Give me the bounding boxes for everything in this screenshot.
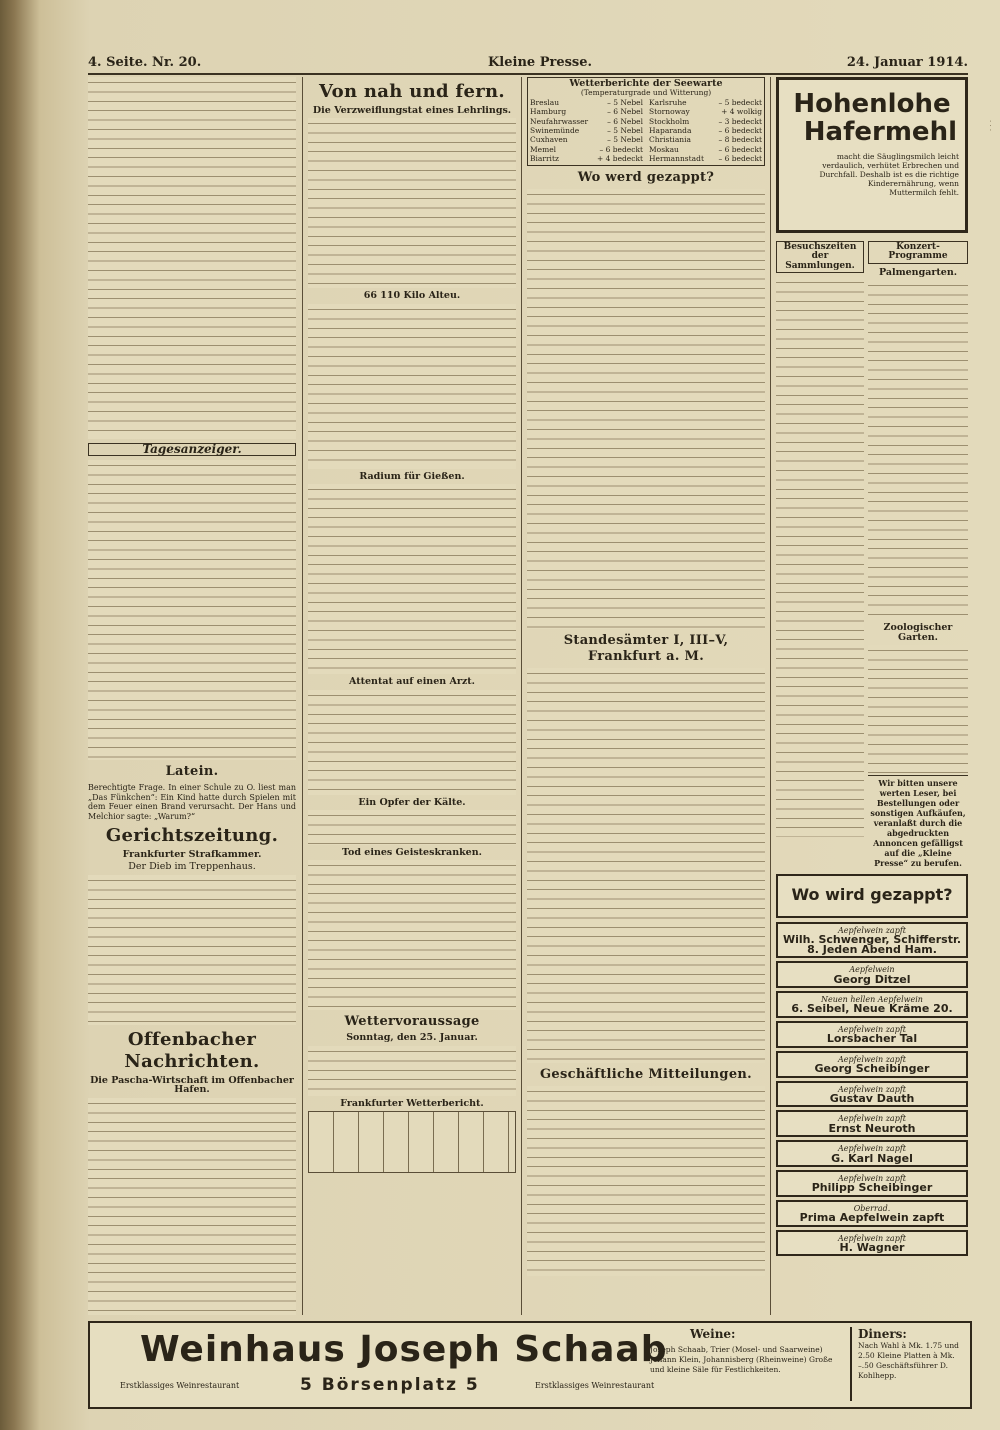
seewarte-row	[649, 135, 762, 144]
apfelwein-ad-name: Georg Scheibinger	[814, 1062, 930, 1076]
seewarte-reading: – 3 bedeckt	[718, 116, 762, 126]
article-text	[88, 77, 296, 439]
apfelwein-ad-top: Aepfelwein zapft	[837, 1233, 906, 1243]
article-title: Radium für Gießen.	[359, 470, 465, 482]
seewarte-reading: + 4 bedeckt	[596, 154, 643, 164]
seewarte-row	[530, 154, 643, 163]
wozapft-ad	[776, 874, 968, 918]
weinhaus-ad	[88, 1321, 972, 1409]
seewarte-row	[649, 126, 762, 135]
running-header	[88, 55, 968, 73]
concert-subheading: Palmengarten.	[878, 266, 958, 278]
seewarte-weather-box	[527, 77, 765, 166]
section-heading: Von nah und fern.	[319, 81, 505, 102]
seewarte-row	[649, 145, 762, 154]
seewarte-row	[530, 126, 643, 135]
article-title: Die Verzweiflungstat eines Lehrlings.	[312, 105, 512, 116]
article-text	[308, 860, 516, 1010]
seewarte-city: Neufahrwasser	[530, 116, 589, 126]
article-text	[308, 690, 516, 795]
business-news-heading: Geschäftliche Mitteilungen.	[540, 1066, 752, 1082]
apfelwein-ad-top: Aepfelwein zapft	[837, 1144, 906, 1154]
seewarte-subheading: (Temperaturgrade und Witterung)	[580, 88, 712, 98]
wozapft-ad-title: Wo wird gezappt?	[791, 885, 953, 905]
seewarte-city: Memel	[530, 144, 557, 154]
court-article-text	[88, 875, 296, 1025]
concert-programs	[868, 237, 968, 868]
seewarte-city: Stockholm	[649, 116, 690, 126]
column-rule	[770, 77, 771, 1315]
weather-observation-table	[308, 1111, 516, 1173]
apfelwein-ad	[776, 1170, 968, 1197]
seewarte-reading: – 6 bedeckt	[718, 126, 762, 136]
tagesanzeiger-heading: Tagesanzeiger.	[88, 443, 296, 456]
zapft-listings	[527, 189, 765, 629]
event-listings	[88, 460, 296, 760]
museum-hours	[776, 237, 864, 868]
weinhaus-wines-heading: Weine:	[690, 1327, 736, 1341]
weather-forecast-heading: Wettervoraussage	[344, 1014, 480, 1030]
seewarte-reading: – 5 bedeckt	[718, 97, 762, 107]
seewarte-reading: + 4 wolkig	[721, 107, 762, 117]
court-article-title: Der Dieb im Treppenhaus.	[128, 861, 256, 873]
article-text	[308, 810, 516, 845]
apfelwein-ad-name: G. Karl Nagel	[831, 1151, 913, 1165]
issue-date: 24. Januar 1914.	[846, 55, 968, 70]
article-title: Ein Opfer der Kälte.	[358, 796, 466, 808]
hohenlohe-ad	[776, 77, 968, 233]
seewarte-reading: – 6 Nebel	[607, 116, 643, 126]
header-rule	[88, 73, 968, 75]
business-news-text	[527, 1086, 765, 1276]
seewarte-row	[530, 117, 643, 126]
concert-listings	[868, 280, 968, 620]
seewarte-reading: – 6 bedeckt	[718, 144, 762, 154]
apfelwein-ad-top: Aepfelwein zapft	[837, 1054, 906, 1064]
apfelwein-ad	[776, 1110, 968, 1137]
column-rule	[302, 77, 303, 1315]
seewarte-reading: – 5 Nebel	[607, 126, 643, 136]
weather-forecast-text	[308, 1046, 516, 1096]
article-title: Attentat auf einen Arzt.	[349, 676, 475, 688]
apfelwein-ad-top: Aepfelwein zapft	[837, 1114, 906, 1124]
hohenlohe-brand: Hohenlohe	[793, 89, 951, 119]
apfelwein-ad-name: H. Wagner	[839, 1240, 905, 1254]
newspaper-sheet	[88, 55, 968, 1410]
offenbach-article-text	[88, 1098, 296, 1315]
apfelwein-ad	[776, 922, 968, 958]
apfelwein-ad-top: Oberrad.	[853, 1203, 891, 1213]
column-rule	[521, 77, 522, 1315]
seewarte-city: Swinemünde	[530, 126, 580, 136]
offenbach-heading: Offenbacher Nachrichten.	[124, 1028, 260, 1072]
apfelwein-ad-top: Neuen hellen Aepfelwein	[821, 995, 923, 1005]
seewarte-row	[530, 145, 643, 154]
seewarte-reading: – 5 Nebel	[607, 97, 643, 107]
apfelwein-ad-name: Ernst Neuroth	[828, 1121, 916, 1135]
article-text	[308, 304, 516, 469]
apfelwein-ad	[776, 1081, 968, 1108]
weinhaus-wines-text: Joseph Schaab, Trier (Mosel- und Saarweine) Johann Klein, Johannisberg (Rheinweine) Große und kleine Säle für Festlichkeiten.	[650, 1345, 833, 1374]
weinhaus-diners-text: Nach Wahl à Mk. 1.75 und 2.50 Kleine Platten à Mk. –.50 Geschäftsführer D. Kohlhepp.	[858, 1341, 959, 1380]
seewarte-row	[530, 135, 643, 144]
weather-report-heading: Frankfurter Wetterbericht.	[340, 1097, 484, 1109]
newspaper-name: Kleine Presse.	[488, 55, 593, 70]
seewarte-city: Cuxhaven	[530, 135, 568, 145]
seewarte-heading: Wetterberichte der Seewarte	[569, 78, 723, 89]
zoo-listings	[868, 645, 968, 775]
apfelwein-ad-top: Aepfelwein zapft	[837, 1084, 906, 1094]
court-subheading: Frankfurter Strafkammer.	[122, 849, 262, 861]
apfelwein-ad	[776, 991, 968, 1018]
seewarte-city: Breslau	[530, 97, 560, 107]
hohenlohe-product: Hafermehl	[803, 117, 957, 147]
article-title: Tod eines Geisteskranken.	[342, 847, 482, 859]
apfelwein-ad	[776, 1230, 968, 1257]
reader-notice: Wir bitten unsere werten Leser, bei Bestellungen oder sonstigen Aufkäufen, veranlaßt durch die abgedruckten Annoncen gefälligst auf die „Kleine Presse“ zu berufen.	[868, 775, 968, 868]
apfelwein-ad-top: Aepfelwein	[849, 965, 895, 975]
offenbach-subheading: Die Pascha-Wirtschaft im Offenbacher Hafen.	[90, 1074, 294, 1096]
seewarte-row	[530, 107, 643, 116]
seewarte-city: Hamburg	[530, 107, 567, 117]
court-heading: Gerichtszeitung.	[105, 825, 279, 847]
article-text	[308, 484, 516, 674]
registry-heading: Standesämter I, III–V, Frankfurt a. M.	[563, 632, 729, 664]
archive-stamp: · · ·	[986, 120, 994, 132]
latein-text: Berechtigte Frage. In einer Schule zu O. liest man „Das Fünkchen“: Ein Kind hatte durch Spielen mit dem Feuer einen Brand verursacht. Der Hans und Melchior sagte: „Warum?“	[88, 783, 296, 821]
weinhaus-name: Weinhaus Joseph Schaab	[140, 1329, 668, 1370]
page-number: 4. Seite. Nr. 20.	[88, 55, 202, 70]
seewarte-row	[530, 98, 643, 107]
apfelwein-ad	[776, 1140, 968, 1167]
small-ads-list	[776, 922, 968, 1256]
seewarte-left-list	[530, 98, 643, 164]
seewarte-right-list	[649, 98, 762, 164]
column-4	[776, 77, 968, 1315]
latein-heading: Latein.	[165, 764, 219, 780]
seewarte-reading: – 6 bedeckt	[718, 154, 762, 164]
article-title: 66 110 Kilo Alteu.	[363, 290, 461, 302]
apfelwein-ad-name: Lorsbacher Tal	[826, 1032, 918, 1046]
seewarte-city: Haparanda	[649, 126, 692, 136]
weinhaus-tagline-left: Erstklassiges Weinrestaurant	[120, 1381, 240, 1390]
seewarte-reading: – 8 bedeckt	[718, 135, 762, 145]
seewarte-reading: – 6 bedeckt	[599, 144, 643, 154]
zoo-heading: Zoologischer Garten.	[883, 622, 953, 643]
apfelwein-ad-name: Georg Ditzel	[833, 972, 911, 986]
hohenlohe-text: macht die Säuglingsmilch leicht verdaulich, verhütet Erbrechen und Durchfall. Deshalb ist es die richtige Kinderernährung, wenn Muttermilch fehlt.	[819, 152, 959, 197]
weinhaus-tagline-right: Erstklassiges Weinrestaurant	[535, 1381, 655, 1390]
apfelwein-ad-name: Philipp Scheibinger	[811, 1181, 933, 1195]
apfelwein-ad-top: Aepfelwein zapft	[837, 1024, 906, 1034]
weinhaus-address: 5 Börsenplatz 5	[300, 1375, 480, 1395]
apfelwein-ad-name: Wilh. Schwenger, Schifferstr. 8. Jeden Abend Ham.	[782, 933, 962, 956]
seewarte-city: Stornoway	[649, 107, 690, 117]
apfelwein-ad-name: Prima Aepfelwein zapft	[799, 1211, 945, 1225]
apfelwein-ad	[776, 1051, 968, 1078]
column-1	[88, 77, 296, 1315]
column-3	[527, 77, 765, 1315]
seewarte-row	[649, 154, 762, 163]
weather-forecast-date: Sonntag, den 25. Januar.	[346, 1032, 478, 1044]
apfelwein-ad-top: Aepfelwein zapft	[837, 926, 906, 936]
apfelwein-ad-top: Aepfelwein zapft	[837, 1173, 906, 1183]
apfelwein-ad	[776, 961, 968, 988]
seewarte-reading: – 6 Nebel	[607, 107, 643, 117]
apfelwein-ad-name: 6. Seibel, Neue Kräme 20.	[791, 1002, 953, 1016]
museum-listings	[776, 277, 864, 837]
registry-listings	[527, 668, 765, 1063]
apfelwein-ad	[776, 1200, 968, 1227]
column-2	[308, 77, 516, 1315]
article-text	[308, 118, 516, 288]
seewarte-city: Moskau	[649, 144, 679, 154]
weinhaus-diners-box	[850, 1327, 968, 1401]
apfelwein-ad-name: Gustav Dauth	[829, 1091, 915, 1105]
seewarte-row	[649, 117, 762, 126]
seewarte-city: Biarritz	[530, 154, 559, 164]
weinhaus-diners-heading: Diners:	[858, 1327, 907, 1341]
seewarte-row	[649, 98, 762, 107]
zapft-heading: Wo werd gezappt?	[577, 169, 715, 185]
seewarte-city: Hermannstadt	[649, 154, 704, 164]
museum-heading: Besuchszeiten der Sammlungen.	[776, 241, 864, 273]
seewarte-city: Karlsruhe	[649, 97, 687, 107]
seewarte-city: Christiania	[649, 135, 691, 145]
apfelwein-ad	[776, 1021, 968, 1048]
seewarte-reading: – 5 Nebel	[607, 135, 643, 145]
concert-heading: Konzert-Programme	[868, 241, 968, 264]
seewarte-row	[649, 107, 762, 116]
